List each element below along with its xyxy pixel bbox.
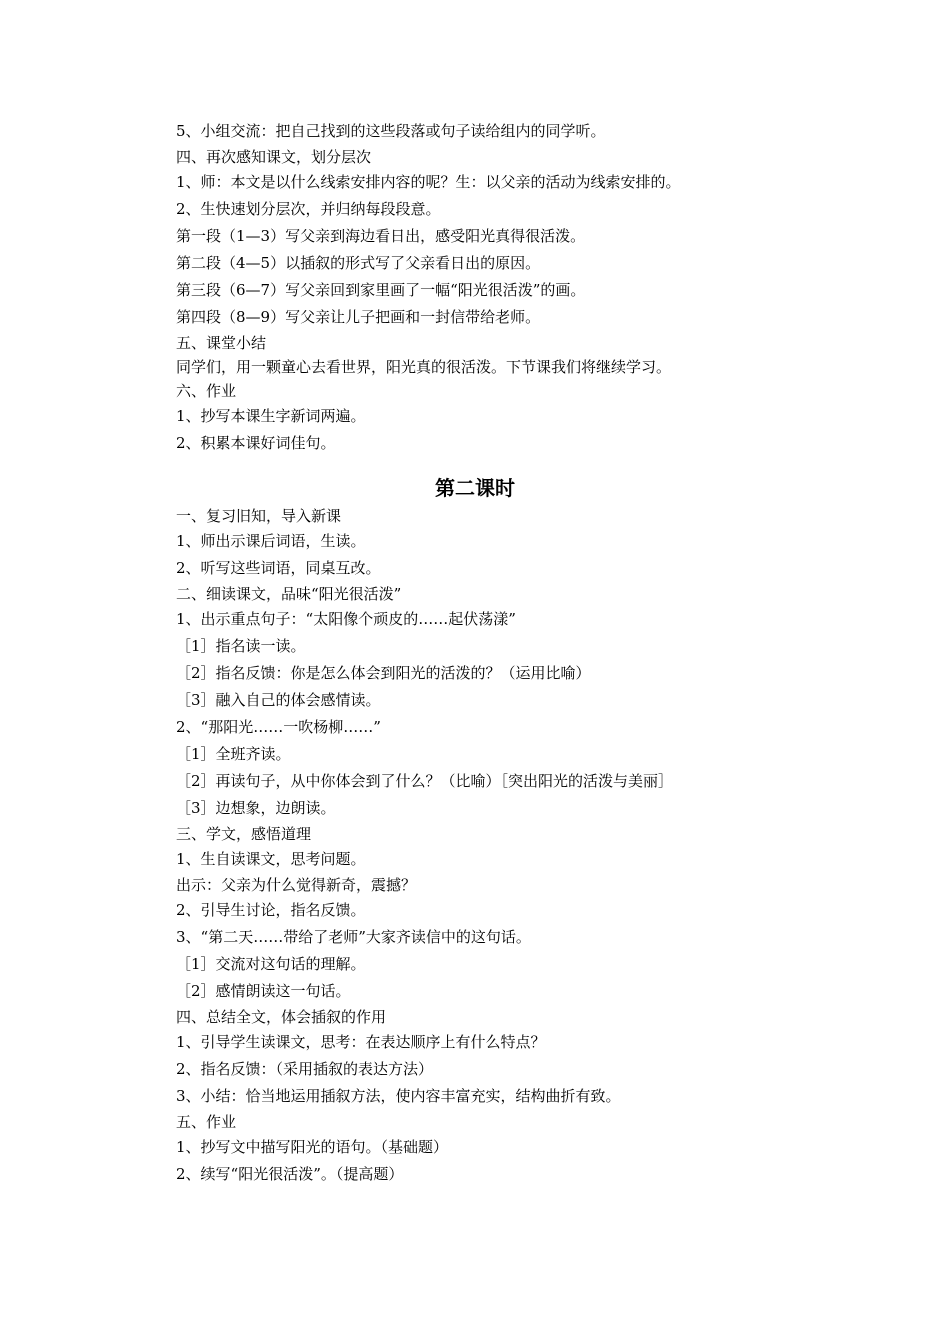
text-line: 1、引导学生读课文，思考：在表达顺序上有什么特点？ xyxy=(176,1033,546,1051)
lesson-one-continued xyxy=(176,118,816,457)
text-line: ［1］指名读一读。 xyxy=(176,637,306,655)
lesson-two-body xyxy=(176,504,816,1188)
text-line: 2、听写这些词语，同桌互改。 xyxy=(176,559,381,577)
text-line: ［2］指名反馈：你是怎么体会到阳光的活泼的？（运用比喻） xyxy=(176,664,591,682)
text-line: 2、积累本课好词佳句。 xyxy=(176,434,336,452)
text-line: 第二段（4—5）以插叙的形式写了父亲看日出的原因。 xyxy=(176,254,541,272)
section-heading: 五、作业 xyxy=(176,1113,237,1131)
section-heading: 四、再次感知课文，划分层次 xyxy=(176,148,372,166)
text-line: 第三段（6—7）写父亲回到家里画了一幅“阳光很活泼”的画。 xyxy=(176,281,586,299)
text-line: ［2］再读句子，从中你体会到了什么？（比喻）［突出阳光的活泼与美丽］ xyxy=(176,772,674,790)
text-line: 2、引导生讨论，指名反馈。 xyxy=(176,901,366,919)
text-line: 出示：父亲为什么觉得新奇，震撼？ xyxy=(176,876,417,894)
lesson-two-title: 第二课时 xyxy=(435,476,515,500)
text-line: 3、“第二天……带给了老师”大家齐读信中的这句话。 xyxy=(176,928,531,946)
text-line: 1、师出示课后词语，生读。 xyxy=(176,532,366,550)
text-line: 同学们，用一颗童心去看世界，阳光真的很活泼。下节课我们将继续学习。 xyxy=(176,358,672,376)
text-line: 5、小组交流：把自己找到的这些段落或句子读给组内的同学听。 xyxy=(176,122,606,140)
section-heading: 五、课堂小结 xyxy=(176,334,267,352)
text-line: 1、生自读课文，思考问题。 xyxy=(176,850,366,868)
text-line: ［1］交流对这句话的理解。 xyxy=(176,955,366,973)
section-heading: 四、总结全文，体会插叙的作用 xyxy=(176,1008,387,1026)
section-heading: 二、细读课文，品味“阳光很活泼” xyxy=(176,585,402,603)
text-line: 1、师：本文是以什么线索安排内容的呢？生：以父亲的活动为线索安排的。 xyxy=(176,173,681,191)
text-line: ［1］全班齐读。 xyxy=(176,745,291,763)
text-line: 2、“那阳光……一吹杨柳……” xyxy=(176,718,381,736)
text-line: 1、出示重点句子：“太阳像个顽皮的……起伏荡漾” xyxy=(176,610,516,628)
text-line: ［2］感情朗读这一句话。 xyxy=(176,982,351,1000)
text-line: 2、生快速划分层次，并归纳每段段意。 xyxy=(176,200,441,218)
text-line: 2、指名反馈：（采用插叙的表达方法） xyxy=(176,1060,434,1078)
text-line: 2、续写“阳光很活泼”。（提高题） xyxy=(176,1165,404,1183)
text-line: ［3］融入自己的体会感情读。 xyxy=(176,691,381,709)
text-line: 第一段（1—3）写父亲到海边看日出，感受阳光真得很活泼。 xyxy=(176,227,586,245)
text-line: 3、小结：恰当地运用插叙方法，使内容丰富充实，结构曲折有致。 xyxy=(176,1087,621,1105)
text-line: 1、抄写本课生字新词两遍。 xyxy=(176,407,366,425)
text-line: ［3］边想象，边朗读。 xyxy=(176,799,336,817)
text-line: 第四段（8—9）写父亲让儿子把画和一封信带给老师。 xyxy=(176,308,541,326)
section-heading: 三、学文，感悟道理 xyxy=(176,825,312,843)
text-line: 1、抄写文中描写阳光的语句。（基础题） xyxy=(176,1138,449,1156)
section-heading: 六、作业 xyxy=(176,382,237,400)
section-heading: 一、复习旧知，导入新课 xyxy=(176,507,342,525)
